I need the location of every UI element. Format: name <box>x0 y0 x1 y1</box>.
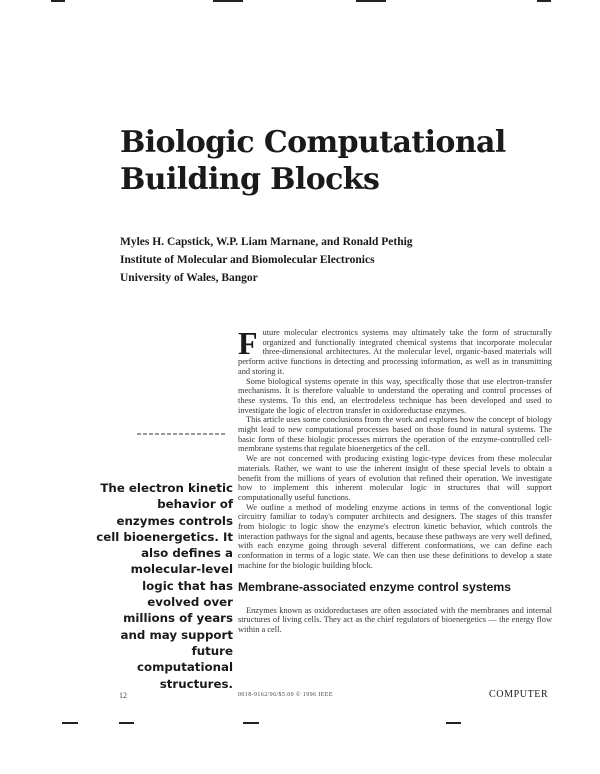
body-paragraph-1 <box>238 325 552 377</box>
pullquote: The electron kinetic behavior of enzymes controls cell bioenergetics. It also defines a molecular-level logic that has evolved over millions of years and may support future computational structures. <box>96 481 233 691</box>
article-body <box>238 325 552 635</box>
crop-mark <box>243 722 259 724</box>
body-paragraph-5: We outline a method of modeling enzyme actions in terms of the conventional logic circuitry familiar to today's computer architects and designers. The stages of this transfer from biologic to logic show the enzyme's electron kinetic behavior, which controls the interaction pathways for the signal and agents, because these pathways are very well defined, with each enzyme going through several different conformations, we can define each conformation in terms of a logic state. We can then use these definitions to develop a state machine for the biologic building block. <box>238 502 552 570</box>
page-number: 12 <box>119 691 127 700</box>
article-title-line-2: Building Blocks <box>120 162 380 197</box>
crop-mark <box>62 722 78 724</box>
body-paragraph-4: We are not concerned with producing existing logic-type devices from these molecular materials. Rather, we want to use the inherent insight of these special levels to obtain a benefit from the millions of years of evolution that refined their operation. We investigate how to implement this inherent molecular logic in structures that will support computationally useful functions. <box>238 454 552 502</box>
article-title-line-1: Biologic Computational <box>120 125 506 160</box>
body-paragraph-3: This article uses some conclusions from the work and explores how the concept of biology might lead to new computational processes based on those found in natural systems. The basic form of these biologic processes mirrors the operation of the enzyme-controlled cell-membrane systems that regulate bioenergetics of the cell. <box>238 415 552 454</box>
issue-info: 0018-9162/96/$5.00 © 1996 IEEE <box>238 692 333 698</box>
drop-cap: F <box>238 325 258 361</box>
magazine-name: COMPUTER <box>489 689 549 700</box>
crop-mark <box>51 0 65 2</box>
crop-mark <box>356 0 386 2</box>
pullquote-rule <box>137 433 227 435</box>
author-institute: Institute of Molecular and Biomolecular Electronics <box>120 254 375 266</box>
body-paragraph-2: Some biological systems operate in this way, specifically those that use electron-transfer mechanisms. It is therefore valuable to understand the operating and control processes of these systems. To this end, an electrodeless technique has been developed and used to investigate the logic of electron transfer in oxidoreductase enzymes. <box>238 376 552 415</box>
author-block <box>120 233 413 287</box>
crop-mark <box>119 722 134 724</box>
crop-mark <box>446 722 461 724</box>
article-title <box>120 124 506 198</box>
author-university: University of Wales, Bangor <box>120 272 258 284</box>
body-paragraph-6: Enzymes known as oxidoreductases are often associated with the membranes and internal structures of living cells. They act as the chief regulators of bioenergetics — the energy flow within a cell. <box>238 605 552 634</box>
crop-mark <box>537 0 551 2</box>
body-paragraph-1-text: uture molecular electronics systems may ultimately take the form of structurally organized and functionally integrated chemical systems that incorporate molecular three-dimensional architectures. At the molecular level, organic-based materials will perform active functions in detecting and processing information, as well as in transmitting and storing it. <box>238 328 552 376</box>
crop-mark <box>213 0 243 2</box>
author-names: Myles H. Capstick, W.P. Liam Marnane, and Ronald Pethig <box>120 236 413 248</box>
section-heading: Membrane-associated enzyme control systems <box>238 579 511 594</box>
